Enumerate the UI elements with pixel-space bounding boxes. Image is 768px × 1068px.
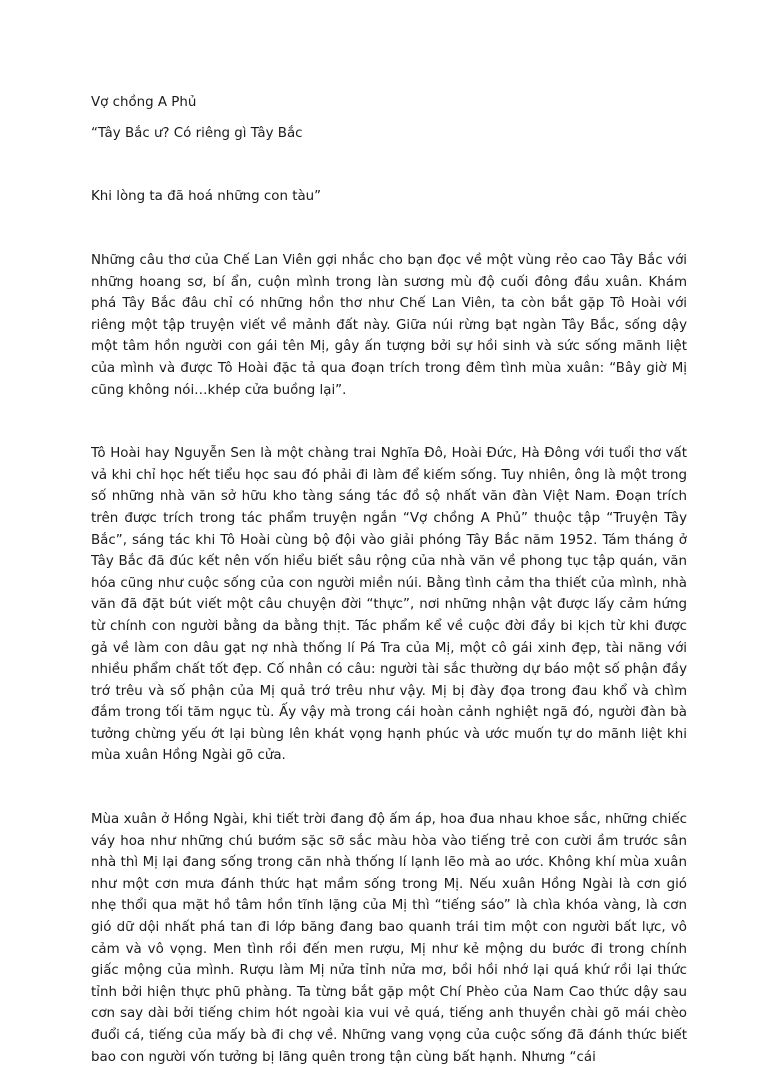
poem-quote-line-2: Khi lòng ta đã hoá những con tàu” (91, 189, 322, 204)
poem-quote-line-1: “Tây Bắc ư? Có riêng gì Tây Bắc (91, 126, 303, 141)
document-page (91, 92, 687, 1068)
body-paragraph-3: Mùa xuân ở Hồng Ngài, khi tiết trời đang độ ấm áp, hoa đua nhau khoe sắc, những chiếc váy hoa như những chú bướm sặc sỡ sắc màu hòa vào tiếng trẻ con cười ầm trước sân nhà thì Mị lại đang sống trong căn nhà thống lí lạnh lẽo mà ao ước. Không khí mùa xuân như một cơn mưa đánh thức hạt mầm sống trong Mị. Nếu xuân Hồng Ngài là cơn gió nhẹ thổi qua mặt hồ tâm hồn tĩnh lặng của Mị thì “tiếng sáo” là chìa khóa vàng, là cơn gió dữ dội nhất phá tan đi lớp băng đang bao quanh trái tim một con người bất lực, vô cảm và vô vọng. Men tình rồi đến men rượu, Mị như kẻ mộng du bước đi trong chính giấc mộng của mình. Rượu làm Mị nửa tỉnh nửa mơ, bồi hồi nhớ lại quá khứ rồi lại thức tỉnh bởi hiện thực phũ phàng. Ta từng bắt gặp một Chí Phèo của Nam Cao thức dậy sau cơn say dài bởi tiếng chim hót ngoài kia vui vẻ quá, tiếng anh thuyền chài gõ mái chèo đuổi cá, tiếng của mấy bà đi chợ về. Những vang vọng của cuộc sống đã đánh thức biết bao con người vốn tưởng bị lãng quên trong tận cùng bất hạnh. Nhưng “cái (91, 812, 687, 1065)
document-title: Vợ chồng A Phủ (91, 95, 197, 110)
body-paragraph-1: Những câu thơ của Chế Lan Viên gợi nhắc cho bạn đọc về một vùng rẻo cao Tây Bắc với những hoang sơ, bí ẩn, cuộn mình trong làn sương mù độ cuối đông đầu xuân. Khám phá Tây Bắc đâu chỉ có những hồn thơ như Chế Lan Viên, ta còn bắt gặp Tô Hoài với riêng một tập truyện viết về mảnh đất này. Giữa núi rừng bạt ngàn Tây Bắc, sống dậy một tâm hồn người con gái tên Mị, gây ấn tượng bởi sự hồi sinh và sức sống mãnh liệt của mình và được Tô Hoài đặc tả qua đoạn trích trong đêm tình mùa xuân: “Bây giờ Mị cũng không nói…khép cửa buồng lại”. (91, 253, 687, 398)
body-paragraph-2: Tô Hoài hay Nguyễn Sen là một chàng trai Nghĩa Đô, Hoài Đức, Hà Đông với tuổi thơ vất vả khi chỉ học hết tiểu học sau đó phải đi làm để kiếm sống. Tuy nhiên, ông là một trong số những nhà văn sở hữu kho tàng sáng tác đồ sộ nhất văn đàn Việt Nam. Đoạn trích trên được trích trong tác phẩm truyện ngắn “Vợ chồng A Phủ” thuộc tập “Truyện Tây Bắc”, sáng tác khi Tô Hoài cùng bộ đội vào giải phóng Tây Bắc năm 1952. Tám tháng ở Tây Bắc đã đúc kết nên vốn hiểu biết sâu rộng của nhà văn về phong tục tập quán, văn hóa cũng như cuộc sống của con người miền núi. Bằng tình cảm tha thiết của mình, nhà văn đã đặt bút viết một câu chuyện đời “thực”, nơi những nhận vật được lấy cảm hứng từ chính con người bằng da bằng thịt. Tác phẩm kể về cuộc đời đầy bi kịch từ khi được gả về làm con dâu gạt nợ nhà thống lí Pá Tra của Mị, một cô gái xinh đẹp, tài năng với nhiều phẩm chất tốt đẹp. Cố nhân có câu: người tài sắc thường dự báo một số phận đầy trớ trêu và số phận của Mị quả trớ trêu như vậy. Mị bị đày đọa trong đau khổ và chìm đắm trong tối tăm ngục tù. Ấy vậy mà trong cái hoàn cảnh nghiệt ngã đó, người đàn bà tưởng chừng yếu ớt lại bùng lên khát vọng hạnh phúc và ước muốn tự do mãnh liệt khi mùa xuân Hồng Ngài gõ cửa. (91, 446, 687, 764)
